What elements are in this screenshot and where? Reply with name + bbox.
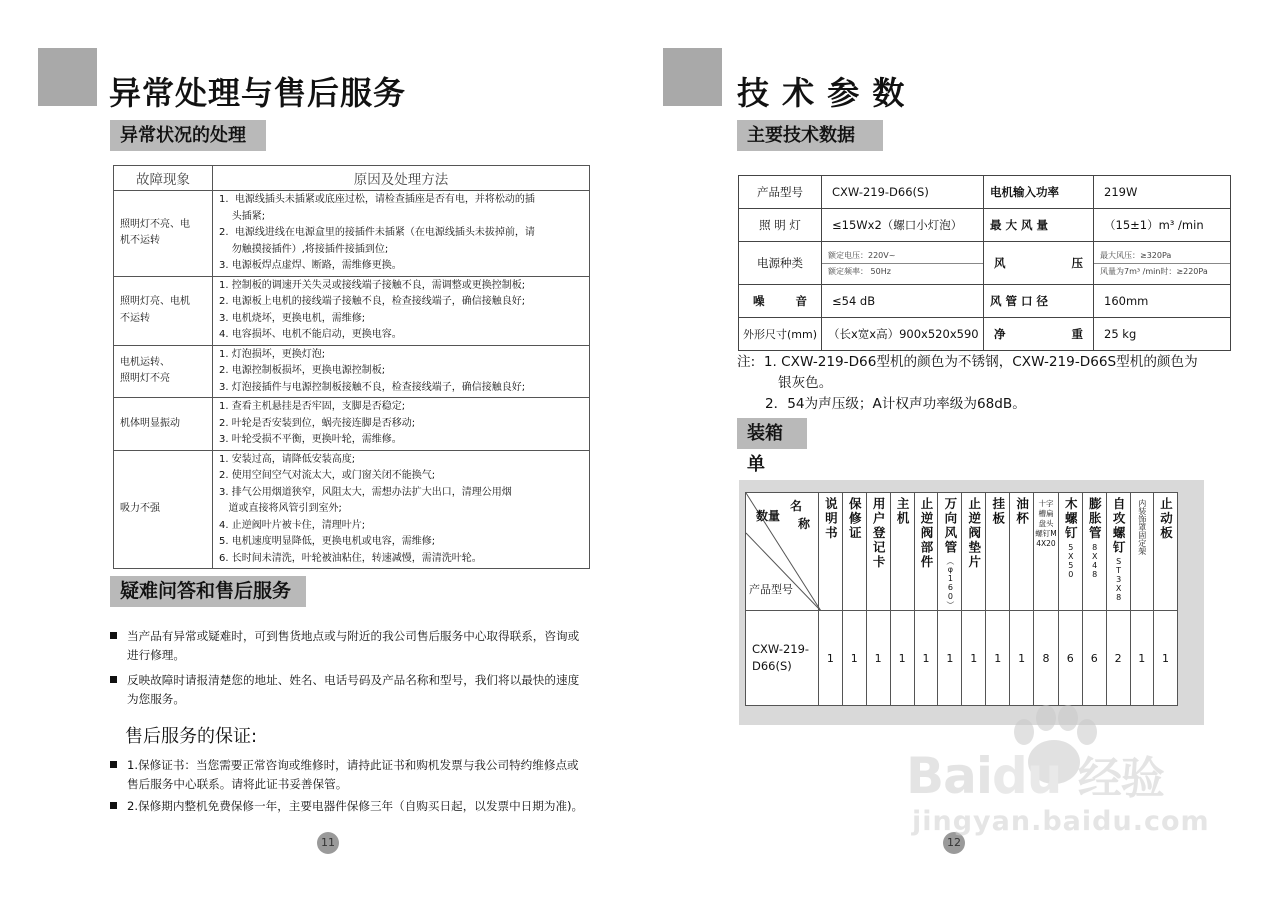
pack-item-spec: ST3X8 (1114, 557, 1124, 602)
pack-quantity: 8 (1034, 611, 1059, 706)
pack-corner-cell: 数量 名 称 产品型号 (746, 493, 819, 611)
section-packing-list: 装箱单 (737, 418, 807, 449)
table-row: 照 明 灯 ≤15Wx2（螺口小灯泡） 最 大 风 量 （15±1）m³ /min (739, 209, 1231, 242)
packing-panel (739, 480, 1204, 725)
pack-quantity: 1 (818, 611, 842, 706)
table-row (114, 450, 590, 569)
pack-item-name: 止逆阀垫片 (966, 497, 982, 570)
pack-quantity: 1 (842, 611, 866, 706)
table-row: 电源种类 额定电压：220V~ 额定频率： 50Hz 风 压 最大风压：≥320Pa 风量为7m³ /min时：≥220Pa (739, 242, 1231, 285)
left-title-block (38, 48, 97, 106)
pack-item-cell (1034, 493, 1059, 611)
pack-quantity: 1 (890, 611, 914, 706)
list-item: 2.保修期内整机免费保修一年，主要电器件保修三年（自购买日起，以发票中日期为准)。 (110, 797, 600, 816)
fault-symptom: 电机运转、 照明灯不亮 (114, 345, 213, 398)
fault-causes: 1. 灯泡损坏，更换灯泡; 2. 电源控制板损坏，更换电源控制板; 3. 灯泡接插件与电源控制板接触不良，检查接线端子，确信接触良好; (213, 345, 590, 398)
pack-item-cell (1058, 493, 1082, 611)
list-item: 当产品有异常或疑难时，可到售货地点或与附近的我公司售后服务中心取得联系，咨询或 进行修理。 (110, 627, 600, 665)
table-row (114, 276, 590, 345)
pack-item-name: 说明书 (823, 497, 839, 541)
pack-item-cell (986, 493, 1010, 611)
pack-quantity: 6 (1082, 611, 1106, 706)
pack-quantity: 1 (866, 611, 890, 706)
fault-symptom: 照明灯亮、电机 不运转 (114, 276, 213, 345)
table-row: 噪 音 ≤54 dB 风 管 口 径 160mm (739, 285, 1231, 318)
table-row: 外形尺寸(mm) （长x宽x高）900x520x590 净 重 25 kg (739, 318, 1231, 351)
baidu-watermark: Baidu 经验 jingyan.baidu.com (906, 700, 1206, 860)
pack-quantity: 1 (938, 611, 962, 706)
spec-table (738, 175, 1231, 351)
pack-item-spec: （φ160） (945, 557, 955, 609)
pack-item-name: 用户登记卡 (871, 497, 887, 570)
pack-item-spec: 8X48 (1090, 542, 1100, 579)
fault-symptom: 机体明显振动 (114, 398, 213, 451)
pack-item-name: 自攻螺钉 (1111, 497, 1127, 555)
pack-item-cell (818, 493, 842, 611)
pack-item-name: 止动板 (1158, 497, 1174, 541)
table-row (114, 398, 590, 451)
fault-symptom: 吸力不强 (114, 450, 213, 569)
pack-quantity: 1 (1010, 611, 1034, 706)
page-number-left: 11 (317, 832, 339, 854)
pack-item-name: 主机 (895, 497, 911, 526)
fault-causes: 1. 电源线插头未插紧或底座过松，请检查插座是否有电，并将松动的插 头插紧; 2. 电源线进线在电源盒里的接插件未插紧（在电源线插头未拔掉前，请 勿触摸接插件）,将接插件接插到位; 3. 电源板焊点虚焊、断路，需维修更换。 (213, 191, 590, 277)
fault-header-cause: 原因及处理方法 (213, 166, 590, 191)
table-row (114, 191, 590, 277)
table-row: CXW-219- D66(S) 1 1 1 1 1 1 1 1 1 8 6 6 2 1 1 (746, 611, 1178, 706)
section-after-sales: 疑难问答和售后服务 (110, 576, 306, 607)
pack-item-cell (962, 493, 986, 611)
pack-item-cell (1106, 493, 1130, 611)
pack-item-cell (1082, 493, 1106, 611)
pack-quantity: 1 (914, 611, 938, 706)
guarantee-title: 售后服务的保证: (125, 726, 258, 747)
section-fault-handling: 异常状况的处理 (110, 120, 266, 151)
fault-table (113, 165, 590, 569)
pack-quantity: 2 (1106, 611, 1130, 706)
table-row: 产品型号 CXW-219-D66(S) 电机输入功率 219W (739, 176, 1231, 209)
pack-item-spec: 十字槽扁盘头螺钉M4X20 (1035, 499, 1057, 548)
guarantee-list (110, 756, 600, 816)
pack-item-cell (1010, 493, 1034, 611)
spec-notes: 注: 1. CXW-219-D66型机的颜色为不锈钢，CXW-219-D66S型机的颜色为 银灰色。 2．54为声压级；A计权声功率级为68dB。 (737, 354, 1198, 412)
bullet-list (110, 627, 600, 709)
pack-item-name: 万向风管 (942, 497, 958, 555)
pack-item-name: 止逆阀部件 (918, 497, 934, 570)
packing-table (745, 492, 1178, 706)
pack-item-name: 木螺钉 (1063, 497, 1079, 541)
pack-quantity: 1 (1154, 611, 1178, 706)
page-number-right: 12 (943, 832, 965, 854)
pack-item-cell (1130, 493, 1153, 611)
list-item: 1.保修证书：当您需要正常咨询或维修时，请持此证书和购机发票与我公司特约维修点或 售后服务中心联系。请将此证书妥善保管。 (110, 756, 600, 794)
pack-item-name: 挂板 (990, 497, 1006, 526)
pack-item-name: 油杯 (1014, 497, 1030, 526)
pack-quantity: 1 (962, 611, 986, 706)
table-row (746, 493, 1178, 611)
pack-item-cell (842, 493, 866, 611)
right-page-title: 技 术 参 数 (737, 74, 906, 112)
fault-causes: 1. 安装过高，请降低安装高度; 2. 使用空间空气对流太大，或门窗关闭不能换气; 3. 排气公用烟道狭窄，风阻太大，需想办法扩大出口，清理公用烟 道或直接将风管引到室外; 4. 止逆阀叶片被卡住，清理叶片; 5. 电机速度明显降低，更换电机或电容，需维修; 6. 长时间未清洗，叶轮被油粘住，转速减慢，需清洗叶轮。 (213, 450, 590, 569)
pack-item-cell (914, 493, 938, 611)
section-tech-data: 主要技术数据 (737, 120, 883, 151)
pack-item-name: 膨胀管 (1087, 497, 1103, 541)
pack-quantity: 1 (1130, 611, 1153, 706)
fault-causes: 1. 控制板的调速开关失灵或接线端子接触不良，需调整或更换控制板; 2. 电源板上电机的接线端子接触不良，检查接线端子，确信接触良好; 3. 电机烧坏，更换电机，需维修; 4. 电容损坏、电机不能启动，更换电容。 (213, 276, 590, 345)
right-title-block (663, 48, 722, 106)
pack-item-cell (938, 493, 962, 611)
pack-item-name: 保修证 (847, 497, 863, 541)
pack-quantity: 6 (1058, 611, 1082, 706)
pack-item-cell (890, 493, 914, 611)
fault-table-body (114, 191, 590, 569)
left-page-title: 异常处理与售后服务 (109, 74, 407, 112)
list-item: 反映故障时请报清楚您的地址、姓名、电话号码及产品名称和型号，我们将以最快的速度 为您服务。 (110, 671, 600, 709)
pack-item-cell (1154, 493, 1178, 611)
pack-quantity: 1 (986, 611, 1010, 706)
fault-header-symptom: 故障现象 (114, 166, 213, 191)
pack-item-spec: 5X50 (1066, 542, 1076, 579)
fault-symptom: 照明灯不亮、电 机不运转 (114, 191, 213, 277)
pack-item-spec: 内装饰罩固定架 (1137, 499, 1147, 555)
pack-item-cell (866, 493, 890, 611)
table-row (114, 345, 590, 398)
fault-causes: 1. 查看主机悬挂是否牢固，支脚是否稳定; 2. 叶轮是否安装到位，蜗壳接连脚是否移动; 3. 叶轮受损不平衡，更换叶轮，需维修。 (213, 398, 590, 451)
